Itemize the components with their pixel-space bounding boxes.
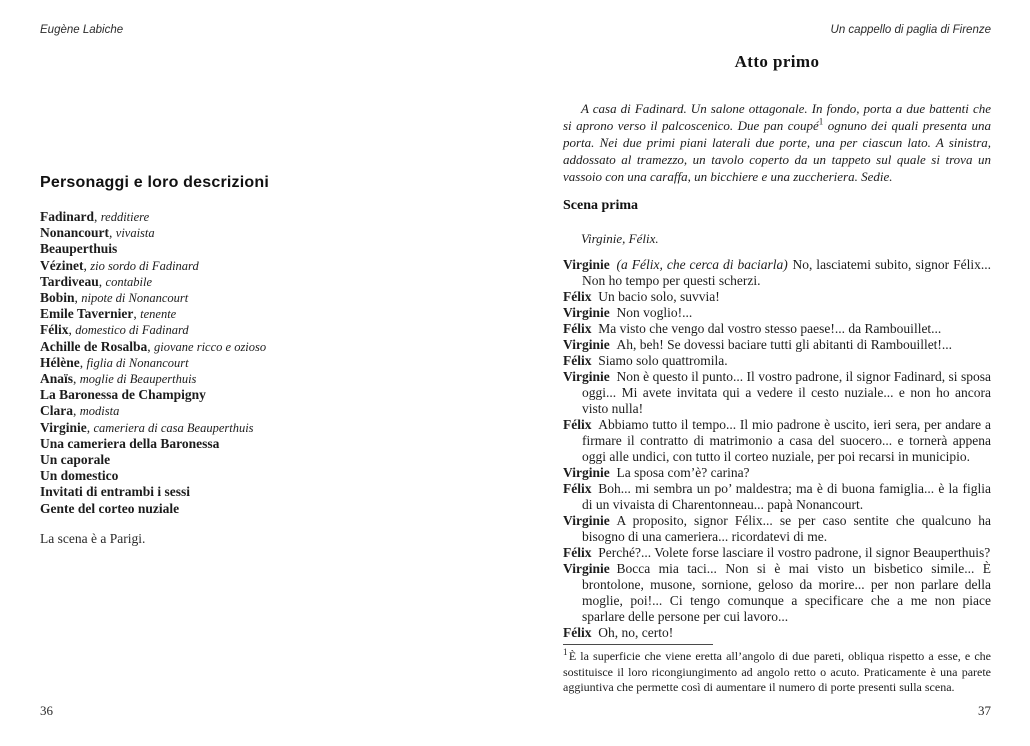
character-name: La Baronessa de Champigny [40, 387, 206, 403]
scene-heading: Scena prima [563, 198, 639, 213]
dialogue-line [563, 353, 991, 369]
running-head-title: Un cappello di paglia di Firenze [830, 24, 991, 36]
character-name: Invitati di entrambi i sessi [40, 484, 191, 500]
character-name: Virginie [40, 419, 87, 435]
character-entry [40, 420, 470, 436]
speech-text: Oh, no, certo! [598, 625, 674, 640]
speaker-name: Félix [563, 481, 592, 496]
page-right [563, 0, 991, 746]
speech-text: Boh... mi sembra un po’ maldestra; ma è di buona famiglia... è la figlia di un vivaista di Charentonneau... papà Nonancourt. [582, 481, 991, 512]
dialogue-line [563, 513, 991, 545]
character-description: zio sordo di Fadinard [90, 258, 199, 273]
character-separator: , [68, 322, 76, 338]
character-entry [40, 355, 470, 371]
stage-direction-text: A casa di Fadinard. Un salone ottagonale. In fondo, porta a due battenti che si aprono verso il palcoscenico. Due pan coupé [563, 101, 991, 133]
dialogue-line [563, 321, 991, 337]
character-entry [40, 322, 470, 338]
speaker-name: Virginie [563, 257, 610, 272]
speech-text: Ma visto che vengo dal vostro stesso paese!... da Rambouillet... [598, 321, 942, 336]
character-description: cameriera di casa Beauperthuis [93, 420, 254, 435]
character-separator: , [74, 290, 82, 306]
character-name: Gente del corteo nuziale [40, 500, 180, 516]
character-description: nipote di Nonancourt [81, 291, 189, 306]
character-description: giovane ricco e ozioso [154, 339, 267, 354]
dialogue-line [563, 545, 991, 561]
character-entry [40, 306, 470, 322]
scene-cast-list: Virginie, Félix. [581, 231, 659, 246]
character-name: Félix [40, 322, 69, 338]
character-name: Nonancourt [40, 225, 110, 241]
act-title: Atto primo [734, 52, 820, 71]
speaker-name: Félix [563, 353, 592, 368]
character-entry [40, 339, 470, 355]
footnote-block [563, 644, 991, 696]
page-number-left: 36 [40, 703, 53, 718]
speech-text: Non voglio!... [616, 305, 693, 320]
character-name: Achille de Rosalba [40, 338, 148, 354]
character-entry [40, 468, 470, 484]
stage-direction [563, 100, 991, 185]
character-entry [40, 371, 470, 387]
footnote-marker: 1 [563, 647, 568, 657]
character-entry [40, 484, 470, 500]
dialogue-line [563, 305, 991, 321]
speech-text: A proposito, signor Félix... se per caso sentite che qualcuno ha bisogno di una cameriera... ricordatevi di me. [582, 513, 991, 544]
character-name: Un domestico [40, 468, 119, 484]
character-separator: , [86, 419, 94, 435]
speech-text: Ah, beh! Se dovessi baciare tutti gli abitanti di Rambouillet!... [616, 337, 953, 352]
footnote [563, 649, 991, 696]
running-head-author: Eugène Labiche [40, 24, 124, 36]
footnote-reference: 1 [818, 116, 824, 127]
character-entry [40, 403, 470, 419]
speech-text: Abbiamo tutto il tempo... Il mio padrone è uscito, ieri sera, per andare a firmare il contratto di matrimonio a casa del suocero... e tornerà appena oggi alle undici, con tutto il corteo nuziale, per poi recarsi in municipio. [582, 417, 991, 464]
speaker-name: Virginie [563, 561, 610, 576]
character-list [40, 209, 470, 517]
character-separator: , [109, 225, 116, 241]
character-name: Tardiveau [40, 273, 99, 289]
character-name: Beauperthuis [40, 241, 118, 257]
dialogue-line [563, 257, 991, 289]
dialogue-line [563, 465, 991, 481]
character-name: Emile Tavernier [40, 306, 134, 322]
stage-direction-text-continued: ognuno dei quali presenta una porta. Nei due primi piani laterali due porte, una per ciascun lato. A sinistra, addossato al tramezzo, un tavolo coperto da un tappeto sul quale si trova un vassoio con una caraffa, un bicchiere e una zuccheriera. Sedie. [563, 118, 991, 184]
character-entry [40, 290, 470, 306]
character-description: vivaista [115, 226, 155, 241]
character-separator: , [79, 354, 87, 370]
speech-text: Non è questo il punto... Il vostro padrone, il signor Fadinard, si sposa oggi... Mi avete invitata qui a vedere il cesto nuziale... e non ho ancora visto nulla! [582, 369, 991, 416]
dialogue-line [563, 481, 991, 513]
speech-text: La sposa com’è? carina? [616, 465, 750, 480]
footnote-separator-rule [563, 644, 713, 645]
speech-text: Siamo solo quattromila. [598, 353, 728, 368]
character-name: Clara [40, 403, 73, 419]
dialogue-line [563, 417, 991, 465]
footnote-text: È la superficie che viene eretta all’angolo di due pareti, obliqua rispetto a esse, e che sostituisce il loro ricongiungimento ad angolo retto o acuto. Praticamente è una parete aggiuntiva che permette così di aumentare il numero di porte presenti sulla scena. [563, 649, 991, 694]
character-entry [40, 258, 470, 274]
character-separator: , [133, 306, 141, 322]
dialogue-line [563, 289, 991, 305]
inline-stage-direction: (a Félix, che cerca di baciarla) [616, 257, 788, 272]
characters-block [40, 174, 470, 547]
character-name: Hélène [40, 354, 80, 370]
character-entry [40, 452, 470, 468]
characters-heading: Personaggi e loro descrizioni [40, 174, 269, 191]
character-separator: , [73, 371, 80, 387]
speaker-name: Virginie [563, 305, 610, 320]
character-name: Una cameriera della Baronessa [40, 435, 220, 451]
character-name: Anaïs [40, 371, 74, 387]
character-description: modista [79, 404, 120, 419]
character-entry [40, 209, 470, 225]
character-description: figlia di Nonancourt [86, 355, 189, 370]
speaker-name: Félix [563, 625, 592, 640]
page-left [40, 0, 470, 746]
speaker-name: Félix [563, 289, 592, 304]
speech-text: Bocca mia taci... Non si è mai visto un bisbetico simile... È brontolone, musone, sornione, geloso da morire... per non parlare della moglie, poi!... Ci tengo comunque a specificare che a me non piace sparlare delle persone per cui lavoro... [582, 561, 991, 624]
speaker-name: Virginie [563, 369, 610, 384]
speech-text: No, lasciatemi subito, signor Félix... Non ho tempo per questi scherzi. [582, 257, 991, 288]
character-name: Vézinet [40, 257, 84, 273]
dialogue-line [563, 561, 991, 625]
character-separator: , [94, 209, 101, 224]
character-separator: , [83, 257, 91, 273]
speech-text: Un bacio solo, suvvia! [598, 289, 720, 304]
character-entry [40, 387, 470, 403]
speech-text: Perché?... Volete forse lasciare il vostro padrone, il signor Beauperthuis? [598, 545, 991, 560]
speaker-name: Virginie [563, 337, 610, 352]
character-description: redditiere [100, 210, 150, 224]
dialogue-line [563, 625, 991, 641]
character-name: Fadinard [40, 209, 95, 224]
character-separator: , [73, 403, 80, 419]
character-name: Un caporale [40, 452, 111, 468]
speaker-name: Virginie [563, 513, 610, 528]
character-name: Bobin [40, 290, 75, 306]
character-description: moglie di Beauperthuis [79, 372, 197, 387]
character-entry [40, 436, 470, 452]
scene-location-note: La scena è a Parigi. [40, 530, 146, 546]
speaker-name: Virginie [563, 465, 610, 480]
character-separator: , [147, 338, 155, 354]
speaker-name: Félix [563, 321, 592, 336]
character-description: tenente [140, 307, 177, 322]
character-entry [40, 225, 470, 241]
character-description: domestico di Fadinard [75, 323, 189, 338]
speaker-name: Félix [563, 417, 592, 432]
dialogue-line [563, 337, 991, 353]
character-entry [40, 274, 470, 290]
speaker-name: Félix [563, 545, 592, 560]
dialogue-block [563, 257, 991, 641]
character-entry [40, 241, 470, 257]
character-description: contabile [105, 274, 153, 289]
dialogue-line [563, 369, 991, 417]
page-number-right: 37 [978, 703, 991, 718]
character-entry [40, 501, 470, 517]
character-separator: , [98, 273, 106, 289]
